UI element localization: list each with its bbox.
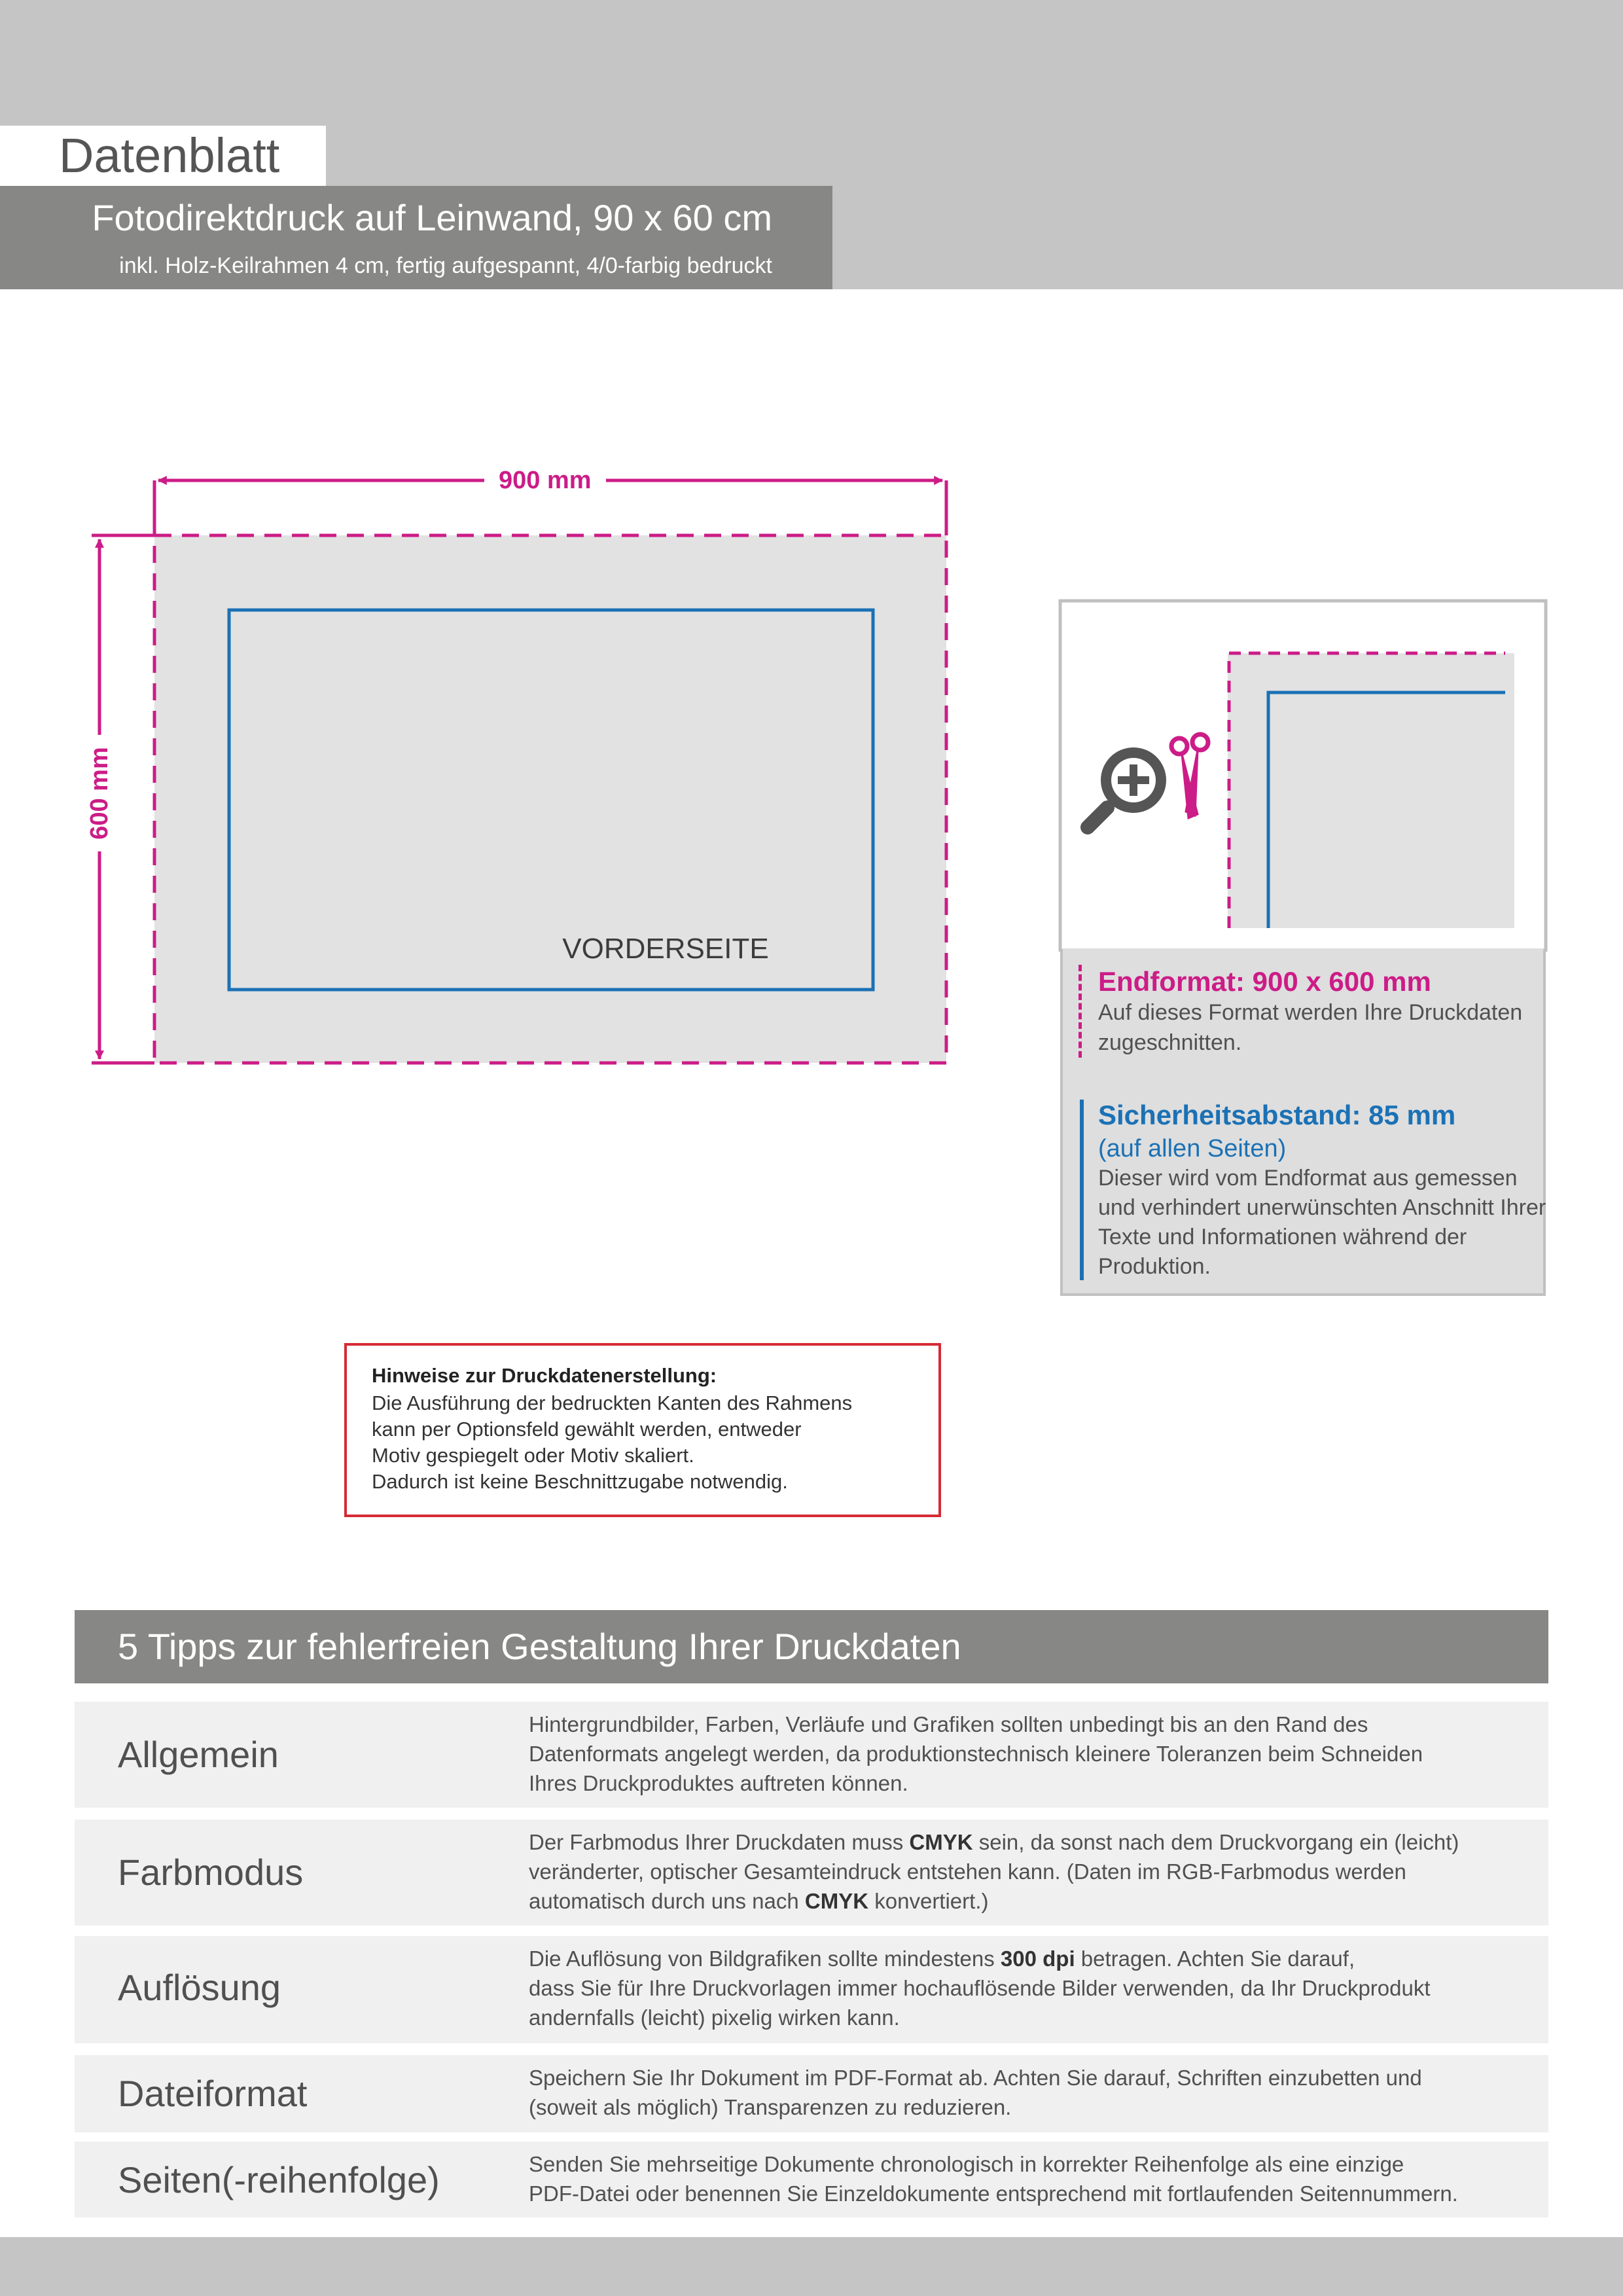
tip-text bbox=[529, 1710, 1537, 1798]
safety-title: Sicherheitsabstand: 85 mm bbox=[1098, 1100, 1456, 1130]
tip-text bbox=[529, 2149, 1537, 2208]
print-note-title: Hinweise zur Druckdatenerstellung: bbox=[372, 1364, 717, 1387]
tip-line: Speichern Sie Ihr Dokument im PDF-Format ab. Achten Sie darauf, Schriften einzubetten und bbox=[529, 2066, 1422, 2090]
tip-label: Farbmodus bbox=[118, 1852, 304, 1893]
tip-line: dass Sie für Ihre Druckvorlagen immer hochauflösende Bilder verwenden, da Ihr Druckprodukt bbox=[529, 1976, 1431, 2000]
tip-label: Auflösung bbox=[118, 1967, 281, 2008]
print-note-line: kann per Optionsfeld gewählt werden, entweder bbox=[372, 1418, 802, 1441]
zoom-canvas bbox=[1228, 653, 1514, 928]
tip-label: Allgemein bbox=[118, 1734, 279, 1775]
print-note-line: Die Ausführung der bedruckten Kanten des Rahmens bbox=[372, 1391, 853, 1414]
tip-label: Seiten(-reihenfolge) bbox=[118, 2159, 440, 2200]
print-note-box bbox=[344, 1343, 941, 1517]
tip-row-aufloesung bbox=[75, 1936, 1548, 2043]
tip-row-seitenreihenfolge bbox=[75, 2142, 1548, 2217]
print-note-body bbox=[372, 1390, 914, 1495]
page-title: Fotodirektdruck auf Leinwand, 90 x 60 cm bbox=[92, 197, 772, 238]
tip-line: automatisch durch uns nach CMYK konvertiert.) bbox=[529, 1889, 989, 1913]
front-side-label: VORDERSEITE bbox=[562, 933, 769, 965]
tip-line: andernfalls (leicht) pixelig wirken kann. bbox=[529, 2005, 900, 2030]
tip-label: Dateiformat bbox=[118, 2073, 308, 2114]
endformat-description: Auf dieses Format werden Ihre Druckdaten zugeschnitten. bbox=[1098, 1000, 1523, 1055]
width-label: 900 mm bbox=[484, 466, 606, 495]
footer-band bbox=[0, 2237, 1623, 2296]
print-note-line: Motiv gespiegelt oder Motiv skaliert. bbox=[372, 1444, 694, 1467]
tip-text bbox=[529, 2063, 1537, 2122]
page-subtitle: inkl. Holz-Keilrahmen 4 cm, fertig aufgespannt, 4/0-farbig bedruckt bbox=[119, 253, 772, 278]
tip-line: Die Auflösung von Bildgrafiken sollte mindestens 300 dpi betragen. Achten Sie darauf, bbox=[529, 1946, 1355, 1971]
tip-line: PDF-Datei oder benennen Sie Einzeldokumente entsprechend mit fortlaufenden Seitennummern. bbox=[529, 2181, 1458, 2206]
tip-line: Senden Sie mehrseitige Dokumente chronologisch in korrekter Reihenfolge als eine einzige bbox=[529, 2152, 1404, 2176]
endformat-marker bbox=[1079, 965, 1086, 1058]
safety-subtitle: (auf allen Seiten) bbox=[1098, 1135, 1287, 1162]
tip-line: veränderter, optischer Gesamteindruck entstehen kann. (Daten im RGB-Farbmodus werden bbox=[529, 1859, 1406, 1884]
tip-line: Hintergrundbilder, Farben, Verläufe und Grafiken sollten unbedingt bis an den Rand des bbox=[529, 1712, 1368, 1736]
document-tag: Datenblatt bbox=[59, 128, 280, 183]
tip-row-dateiformat bbox=[75, 2055, 1548, 2132]
tip-text bbox=[529, 1827, 1537, 1916]
tips-title: 5 Tipps zur fehlerfreien Gestaltung Ihrer Druckdaten bbox=[118, 1626, 961, 1667]
zoom-detail bbox=[1058, 598, 1548, 952]
tip-line: Datenformats angelegt werden, da produktionstechnisch kleinere Toleranzen beim Schneiden bbox=[529, 1742, 1423, 1766]
canvas-area bbox=[154, 535, 946, 1063]
tip-row-farbmodus bbox=[75, 1820, 1548, 1926]
tip-line: Ihres Druckproduktes auftreten können. bbox=[529, 1771, 908, 1795]
tip-line: Der Farbmodus Ihrer Druckdaten muss CMYK sein, da sonst nach dem Druckvorgang ein (leicht) bbox=[529, 1830, 1459, 1854]
safety-marker bbox=[1080, 1100, 1084, 1280]
safety-description: Dieser wird vom Endformat aus gemessen und verhindert unerwünschten Anschnitt Ihrer Texte und Informationen während der Produktion. bbox=[1098, 1166, 1546, 1279]
tip-line: (soweit als möglich) Transparenzen zu reduzieren. bbox=[529, 2095, 1012, 2119]
tip-row-allgemein bbox=[75, 1702, 1548, 1808]
tip-text bbox=[529, 1944, 1537, 2032]
print-note-line: Dadurch ist keine Beschnittzugabe notwendig. bbox=[372, 1470, 788, 1493]
endformat-title: Endformat: 900 x 600 mm bbox=[1098, 966, 1431, 997]
height-label: 600 mm bbox=[85, 735, 114, 852]
